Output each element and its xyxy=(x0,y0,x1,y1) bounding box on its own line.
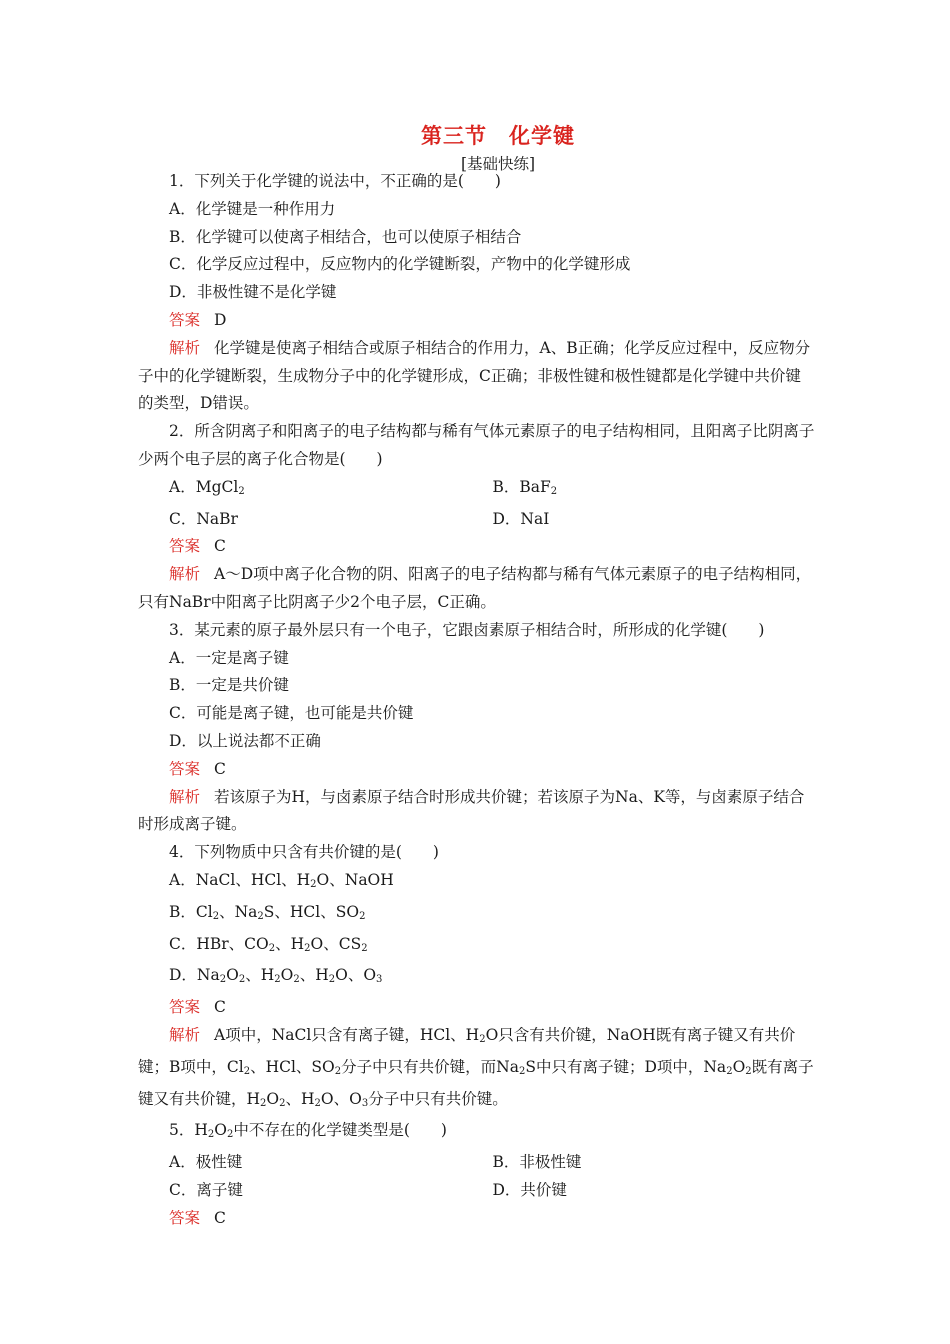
q5-options-row-1 xyxy=(138,1149,816,1177)
q1-answer xyxy=(138,307,816,335)
q1-option-a: A．化学键是一种作用力 xyxy=(169,199,336,218)
answer-label: 答案 xyxy=(169,537,201,556)
q1-option-c: C．化学反应过程中，反应物内的化学键断裂，产物中的化学键形成 xyxy=(169,255,631,274)
analysis-label: 解析 xyxy=(169,1025,201,1044)
q3-option-c: C．可能是离子键，也可能是共价键 xyxy=(169,704,414,723)
q4-analysis: 解析 A项中，NaCl只含有离子键，HCl、$H_2O$只含有共价键，NaOH既有离子键又有共价键；B项中，$Cl_2$、HCl、$SO_2$分子中只有共价键，而$Na_2S$中只有离子键；D项中，$Na_2O_2$既有离子键又有共价键，$H_2O_2$、$H_2O$、$O_3$分子中只有共价键。 xyxy=(138,1025,814,1109)
answer-label: 答案 xyxy=(169,759,201,778)
subtitle: [基础快练] xyxy=(460,155,536,173)
q5-option-a: A．极性键 xyxy=(169,1153,243,1172)
q2-answer xyxy=(138,533,816,561)
answer-label: 答案 xyxy=(169,998,201,1017)
answer-label: 答案 xyxy=(169,1208,201,1227)
analysis-label: 解析 xyxy=(169,565,201,584)
q5-option-c: C．离子键 xyxy=(169,1180,243,1199)
q3-stem: 3．某元素的原子最外层只有一个电子，它跟卤素原子相结合时，所形成的化学键( ) xyxy=(169,620,765,639)
q3-option-d: D．以上说法都不正确 xyxy=(169,731,321,750)
q2-options-row-2 xyxy=(138,506,816,534)
q1-option-d: D．非极性键不是化学键 xyxy=(169,283,337,302)
q4-stem: 4．下列物质中只含有共价键的是( ) xyxy=(169,843,439,862)
q3-option-b: B．一定是共价键 xyxy=(169,676,289,695)
section-title xyxy=(0,120,950,150)
q5-options-row-2 xyxy=(138,1177,816,1205)
q1-analysis-text: 化学键是使离子相结合或原子相结合的作用力，A、B正确；化学反应过程中，反应物分子中的化学键断裂，生成物分子中的化学键形成，C正确；非极性键和极性键都是化学键中共价键的类型，D错误。 xyxy=(138,338,811,413)
q5-option-b: B．非极性键 xyxy=(492,1153,582,1172)
q3-answer-value: C xyxy=(214,759,226,778)
q1-stem: 1．下列关于化学键的说法中，不正确的是( ) xyxy=(169,172,501,190)
q5-option-d: D．共价键 xyxy=(492,1180,567,1199)
q5-answer xyxy=(138,1205,816,1233)
q2-analysis xyxy=(138,561,816,617)
q3-analysis-text: 若该原子为H，与卤素原子结合时形成共价键；若该原子为Na、K等，与卤素原子结合时形成离子键。 xyxy=(138,787,805,834)
q4-answer-value: C xyxy=(214,998,226,1017)
q4-answer xyxy=(138,994,816,1022)
q2-option-d: D．NaI xyxy=(492,509,550,528)
title-section-number: 第三节 xyxy=(421,123,487,148)
analysis-label: 解析 xyxy=(169,787,201,806)
q3-option-a: A．一定是离子键 xyxy=(169,648,289,667)
q4-option-d: D．$Na_2O_2$、$H_2O_2$、$H_2O$、$O_3$ xyxy=(169,966,383,986)
question-list xyxy=(138,168,816,1232)
q2-options-row-1 xyxy=(138,474,816,506)
q3-analysis xyxy=(138,784,816,840)
q4-option-c: C．HBr、$CO_2$、$H_2O$、$CS_2$ xyxy=(169,934,368,954)
answer-label: 答案 xyxy=(169,310,201,329)
q2-analysis-text: A～D项中离子化合物的阴、阳离子的电子结构都与稀有气体元素原子的电子结构相同，只有NaBr中阳离子比阴离子少2个电子层，C正确。 xyxy=(138,565,812,611)
analysis-label: 解析 xyxy=(169,338,201,357)
q4-option-a: A．NaCl、HCl、$H_2O$、NaOH xyxy=(169,870,394,890)
q3-answer xyxy=(138,756,816,784)
q5-stem: 5．$H_2O_2$中不存在的化学键类型是( ) xyxy=(169,1121,447,1141)
q2-option-c: C．NaBr xyxy=(169,509,238,528)
q2-option-b: B．BaF$_2$ xyxy=(492,477,558,497)
q2-option-a: A．MgCl$_2$ xyxy=(169,477,245,497)
q1-answer-value: D xyxy=(214,310,227,329)
q1-analysis xyxy=(138,335,816,418)
q1-option-b: B．化学键可以使离子相结合，也可以使原子相结合 xyxy=(169,227,522,246)
q5-answer-value: C xyxy=(214,1208,226,1227)
q4-option-b: B．$Cl_2$、$Na_2S$、HCl、$SO_2$ xyxy=(169,902,366,922)
q2-stem: 2．所含阴离子和阳离子的电子结构都与稀有气体元素原子的电子结构相同，且阳离子比阴离子少两个电子层的离子化合物是( ) xyxy=(138,422,815,468)
title-topic: 化学键 xyxy=(509,123,575,148)
q2-answer-value: C xyxy=(214,537,226,556)
